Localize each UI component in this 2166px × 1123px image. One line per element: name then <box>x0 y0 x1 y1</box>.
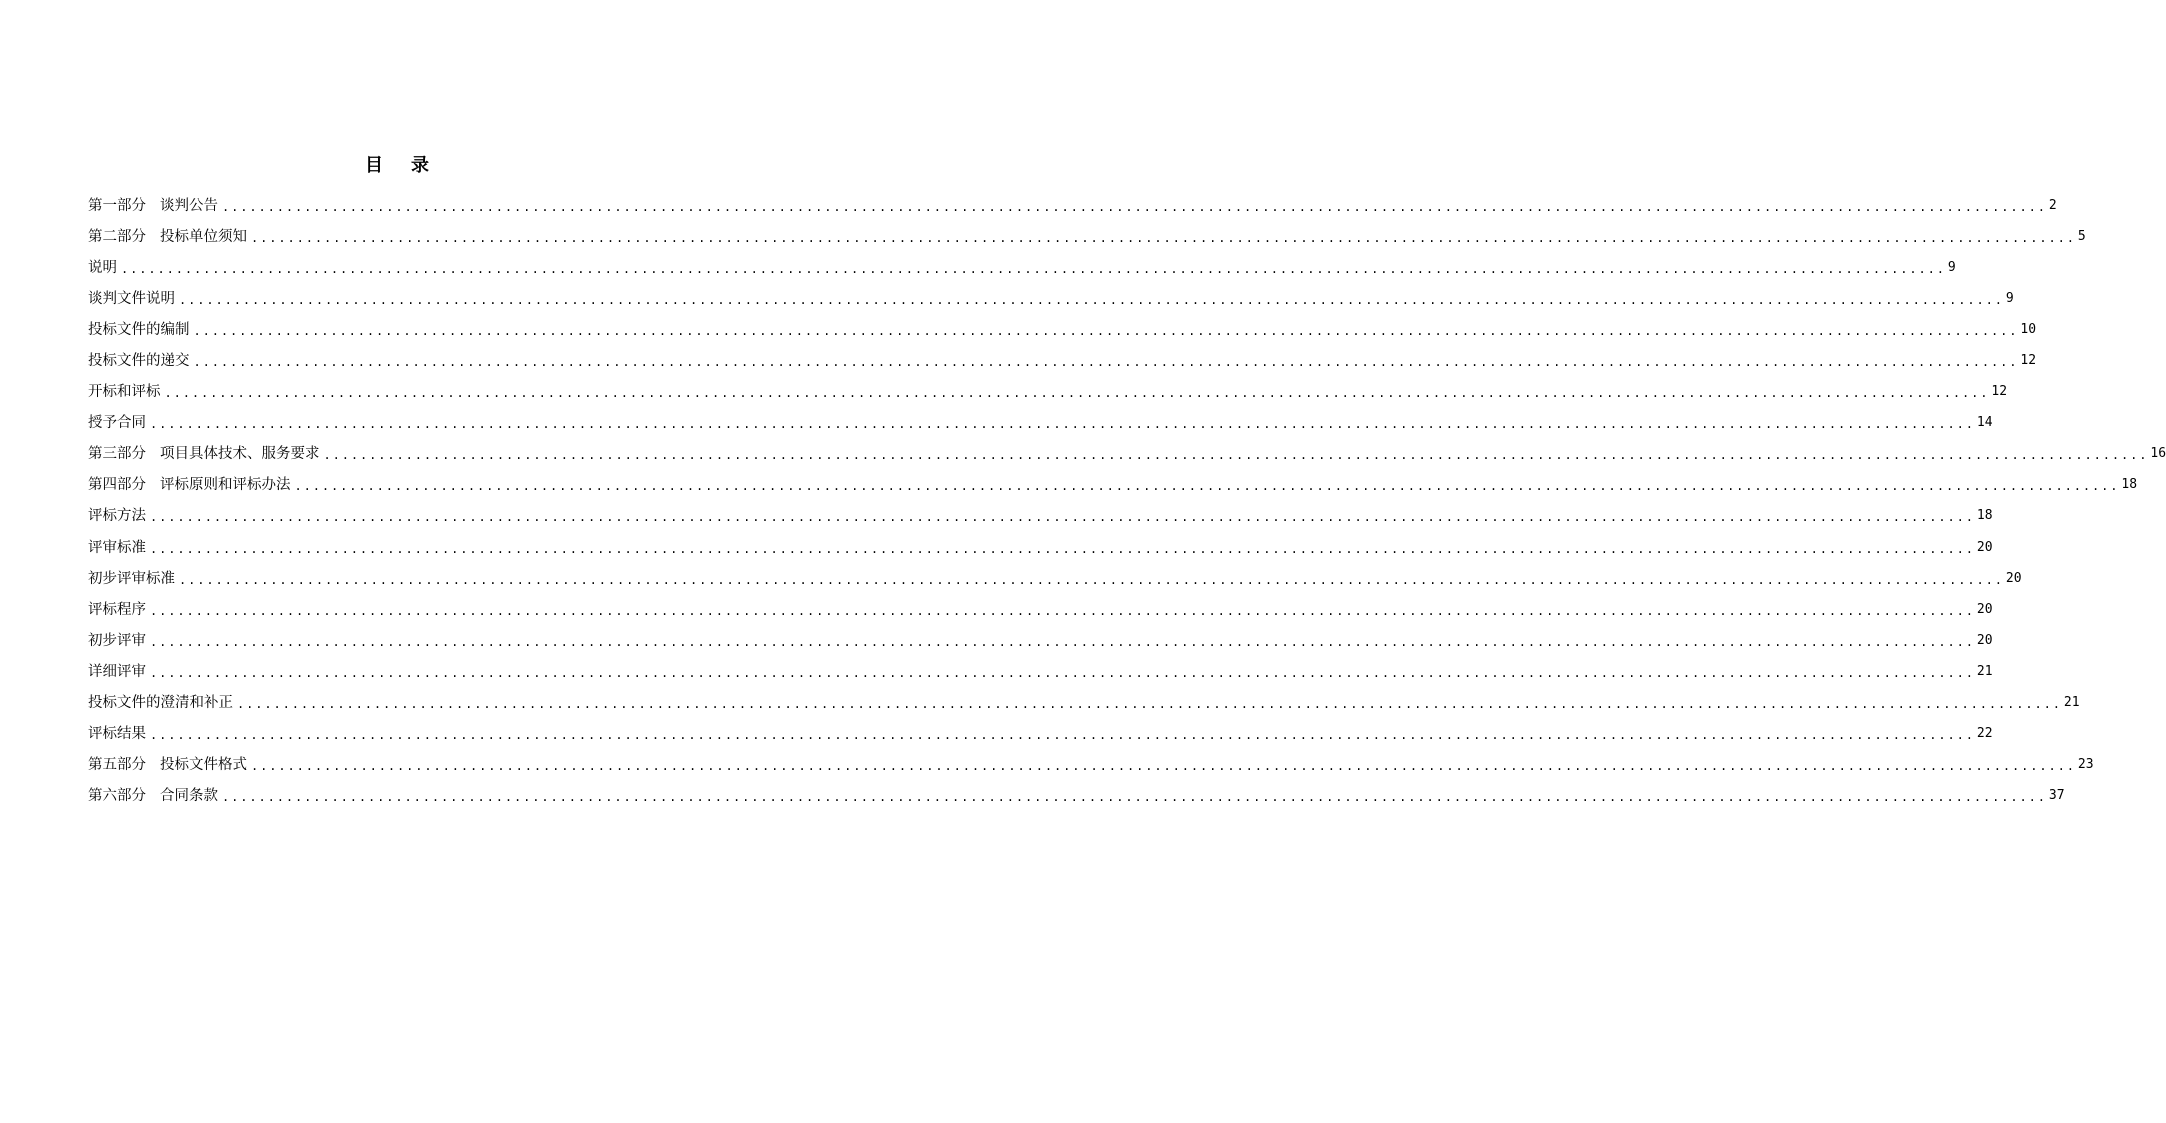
toc-entry-label <box>88 289 179 309</box>
toc-dot-leader: ........................................................................................................................................................................................................ <box>323 448 2149 463</box>
toc-dot-leader: ........................................................................................................................................................................................................ <box>150 603 1975 618</box>
table-of-contents <box>88 190 2166 812</box>
toc-entry-label <box>88 227 251 247</box>
toc-entry-page-number: 21 <box>1976 663 1993 679</box>
toc-entry-label <box>88 413 150 433</box>
toc-entry-label <box>88 444 324 464</box>
toc-entry[interactable] <box>88 501 1993 532</box>
toc-dot-leader: ........................................................................................................................................................................................................ <box>237 697 2062 712</box>
toc-entry-label <box>88 475 295 495</box>
toc-entry-page-number: 16 <box>2150 446 2166 462</box>
toc-dot-leader: ........................................................................................................................................................................................................ <box>150 728 1975 743</box>
toc-entry-part: 第二部分 <box>88 228 146 245</box>
toc-entry-text: 授予合同 <box>88 415 146 432</box>
toc-entry[interactable] <box>88 221 2086 252</box>
toc-entry[interactable] <box>88 408 1993 439</box>
toc-entry[interactable] <box>88 470 2138 501</box>
toc-entry-page-number: 20 <box>2005 570 2022 586</box>
toc-entry-label <box>88 351 194 371</box>
toc-entry-page-number: 2 <box>2048 197 2057 213</box>
toc-dot-leader: ........................................................................................................................................................................................................ <box>179 292 2004 307</box>
toc-entry[interactable] <box>88 563 2022 594</box>
toc-entry-page-number: 18 <box>2121 477 2138 493</box>
toc-entry-text: 投标文件格式 <box>160 757 247 774</box>
toc-entry-part: 第四部分 <box>88 477 146 494</box>
toc-entry[interactable] <box>88 656 1993 687</box>
toc-entry-part: 第六部分 <box>88 788 146 805</box>
toc-entry-part: 第三部分 <box>88 446 146 463</box>
toc-entry-label <box>88 724 150 744</box>
toc-entry-page-number: 20 <box>1976 539 1993 555</box>
toc-entry[interactable] <box>88 625 1993 656</box>
toc-entry[interactable] <box>88 377 2008 408</box>
toc-dot-leader: ........................................................................................................................................................................................................ <box>150 510 1975 525</box>
toc-dot-leader: ........................................................................................................................................................................................................ <box>179 572 2004 587</box>
toc-entry-page-number: 12 <box>2020 353 2037 369</box>
toc-entry-page-number: 9 <box>1947 259 1956 275</box>
toc-entry-text: 初步评审标准 <box>88 570 175 587</box>
toc-entry-text: 投标文件的编制 <box>88 321 190 338</box>
toc-entry[interactable] <box>88 719 1993 750</box>
toc-entry[interactable] <box>88 345 2037 376</box>
toc-entry-label <box>88 506 150 526</box>
toc-entry-text: 评标方法 <box>88 508 146 525</box>
toc-dot-leader: ........................................................................................................................................................................................................ <box>222 199 2047 214</box>
toc-entry-label <box>88 320 194 340</box>
toc-dot-leader: ........................................................................................................................................................................................................ <box>294 479 2120 494</box>
toc-title-left: 目 <box>365 155 383 176</box>
toc-entry-part: 第一部分 <box>88 197 146 214</box>
toc-dot-leader: ........................................................................................................................................................................................................ <box>193 355 2019 370</box>
toc-entry[interactable] <box>88 439 2166 470</box>
toc-dot-leader: ........................................................................................................................................................................................................ <box>164 386 1990 401</box>
toc-entry-page-number: 18 <box>1976 508 1993 524</box>
toc-entry[interactable] <box>88 532 1993 563</box>
toc-entry-text: 谈判文件说明 <box>88 290 175 307</box>
toc-entry-label <box>88 538 150 558</box>
toc-entry-page-number: 23 <box>2077 757 2094 773</box>
toc-dot-leader: ........................................................................................................................................................................................................ <box>193 323 2019 338</box>
toc-dot-leader: ........................................................................................................................................................................................................ <box>251 230 2076 245</box>
toc-entry-label <box>88 196 222 216</box>
toc-entry[interactable] <box>88 781 2065 812</box>
toc-entry-page-number: 10 <box>2020 321 2037 337</box>
toc-entry-text: 投标文件的递交 <box>88 353 190 370</box>
toc-entry-text: 初步评审 <box>88 632 146 649</box>
toc-dot-leader: ........................................................................................................................................................................................................ <box>222 790 2047 805</box>
toc-dot-leader: ........................................................................................................................................................................................................ <box>150 665 1975 680</box>
toc-entry[interactable] <box>88 283 2014 314</box>
toc-title-right: 录 <box>411 155 429 176</box>
toc-entry-text: 投标单位须知 <box>160 228 247 245</box>
toc-entry-page-number: 20 <box>1976 601 1993 617</box>
toc-entry-text: 评标程序 <box>88 601 146 618</box>
toc-entry-text: 评审标准 <box>88 539 146 556</box>
toc-entry-page-number: 14 <box>1976 415 1993 431</box>
toc-entry-text: 评标结果 <box>88 726 146 743</box>
toc-entry-page-number: 37 <box>2048 788 2065 804</box>
toc-entry-text: 详细评审 <box>88 663 146 680</box>
toc-dot-leader: ........................................................................................................................................................................................................ <box>150 541 1975 556</box>
toc-entry-label <box>88 662 150 682</box>
toc-entry-page-number: 21 <box>2063 695 2080 711</box>
toc-entry-label <box>88 693 237 713</box>
toc-entry-page-number: 22 <box>1976 726 1993 742</box>
toc-entry-text: 合同条款 <box>160 788 218 805</box>
toc-entry-text: 说明 <box>88 259 117 276</box>
toc-entry-label <box>88 786 222 806</box>
toc-entry-text: 谈判公告 <box>160 197 218 214</box>
toc-title <box>0 153 794 179</box>
toc-entry[interactable] <box>88 594 1993 625</box>
toc-entry[interactable] <box>88 750 2094 781</box>
toc-entry-label <box>88 755 251 775</box>
toc-entry-page-number: 20 <box>1976 632 1993 648</box>
toc-entry-text: 评标原则和评标办法 <box>160 477 291 494</box>
toc-entry-page-number: 9 <box>2005 290 2014 306</box>
toc-entry-text: 投标文件的澄清和补正 <box>88 695 233 712</box>
toc-entry-page-number: 12 <box>1991 384 2008 400</box>
toc-entry-text: 开标和评标 <box>88 384 161 401</box>
toc-entry[interactable] <box>88 190 2057 221</box>
toc-entry-label <box>88 382 165 402</box>
toc-entry[interactable] <box>88 688 2080 719</box>
toc-dot-leader: ........................................................................................................................................................................................................ <box>150 417 1975 432</box>
toc-entry-label <box>88 631 150 651</box>
toc-entry-page-number: 5 <box>2077 228 2086 244</box>
toc-dot-leader: ........................................................................................................................................................................................................ <box>251 759 2076 774</box>
toc-entry[interactable] <box>88 252 1956 283</box>
toc-dot-leader: ........................................................................................................................................................................................................ <box>150 634 1975 649</box>
toc-dot-leader: ........................................................................................................................................................................................................ <box>121 261 1946 276</box>
toc-entry-text: 项目具体技术、服务要求 <box>160 446 320 463</box>
toc-entry-part: 第五部分 <box>88 757 146 774</box>
toc-entry-label <box>88 258 121 278</box>
toc-entry[interactable] <box>88 314 2037 345</box>
toc-entry-label <box>88 569 179 589</box>
toc-entry-label <box>88 600 150 620</box>
